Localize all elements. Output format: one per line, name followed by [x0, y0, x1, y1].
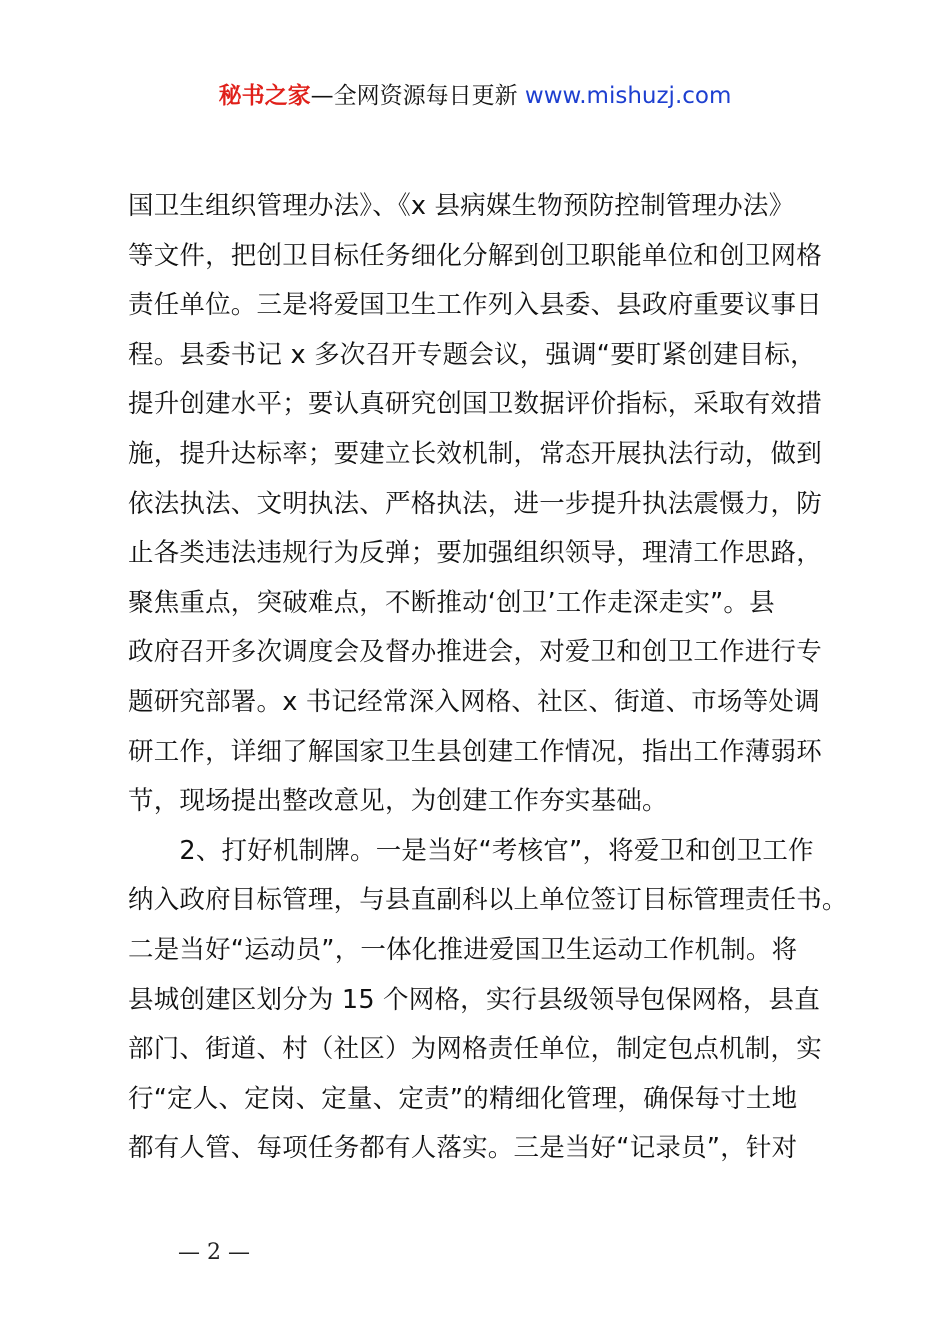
text-line: 施，提升达标率；要建立长效机制，常态开展执法行动，做到: [128, 438, 822, 469]
text-line: 聚焦重点，突破难点，不断推动‘创卫’工作走深走实”。县: [128, 587, 775, 618]
text-line: 等文件，把创卫目标任务细化分解到创卫职能单位和创卫网格: [128, 240, 822, 271]
text-line: 依法执法、文明执法、严格执法，进一步提升执法震慑力，防: [128, 488, 822, 519]
text-line: 责任单位。三是将爱国卫生工作列入县委、县政府重要议事日: [128, 290, 822, 321]
site-brand: 秘书之家: [218, 83, 311, 109]
text-line: 都有人管、每项任务都有人落实。三是当好“记录员”，针对: [128, 1133, 798, 1164]
site-header: [0, 80, 950, 112]
text-line: 纳入政府目标管理，与县直副科以上单位签订目标管理责任书。: [128, 885, 848, 916]
text-line: 县城创建区划分为 15 个网格，实行县级领导包保网格，县直: [128, 984, 820, 1015]
text-line: 行“定人、定岗、定量、定责”的精细化管理，确保每寸土地: [128, 1083, 798, 1114]
text-line: 节，现场提出整改意见，为创建工作夯实基础。: [128, 786, 668, 817]
text-line: 提升创建水平；要认真研究创国卫数据评价指标，采取有效措: [128, 389, 822, 420]
document-body: [128, 182, 848, 1174]
text-line: 止各类违法违规行为反弹；要加强组织领导，理清工作思路，: [128, 538, 822, 569]
text-line: 程。县委书记 x 多次召开专题会议，强调“要盯紧创建目标，: [128, 339, 816, 370]
page-number: — 2 —: [178, 1240, 250, 1265]
text-line: 国卫生组织管理办法》、《x 县病媒生物预防控制管理办法》: [128, 191, 795, 221]
text-line: 研工作，详细了解国家卫生县创建工作情况，指出工作薄弱环: [128, 736, 822, 767]
text-line: 政府召开多次调度会及督办推进会，对爱卫和创卫工作进行专: [128, 637, 822, 668]
site-url-link[interactable]: www.mishuzj.com: [524, 83, 732, 109]
text-line: 部门、街道、村（社区）为网格责任单位，制定包点机制，实: [128, 1034, 822, 1065]
text-line: 2、打好机制牌。一是当好“考核官”，将爱卫和创卫工作: [128, 835, 814, 866]
text-line: 题研究部署。x 书记经常深入网格、社区、街道、市场等处调: [128, 686, 820, 717]
text-line: 二是当好“运动员”，一体化推进爱国卫生运动工作机制。将: [128, 934, 798, 965]
site-tagline: —全网资源每日更新: [310, 83, 525, 109]
